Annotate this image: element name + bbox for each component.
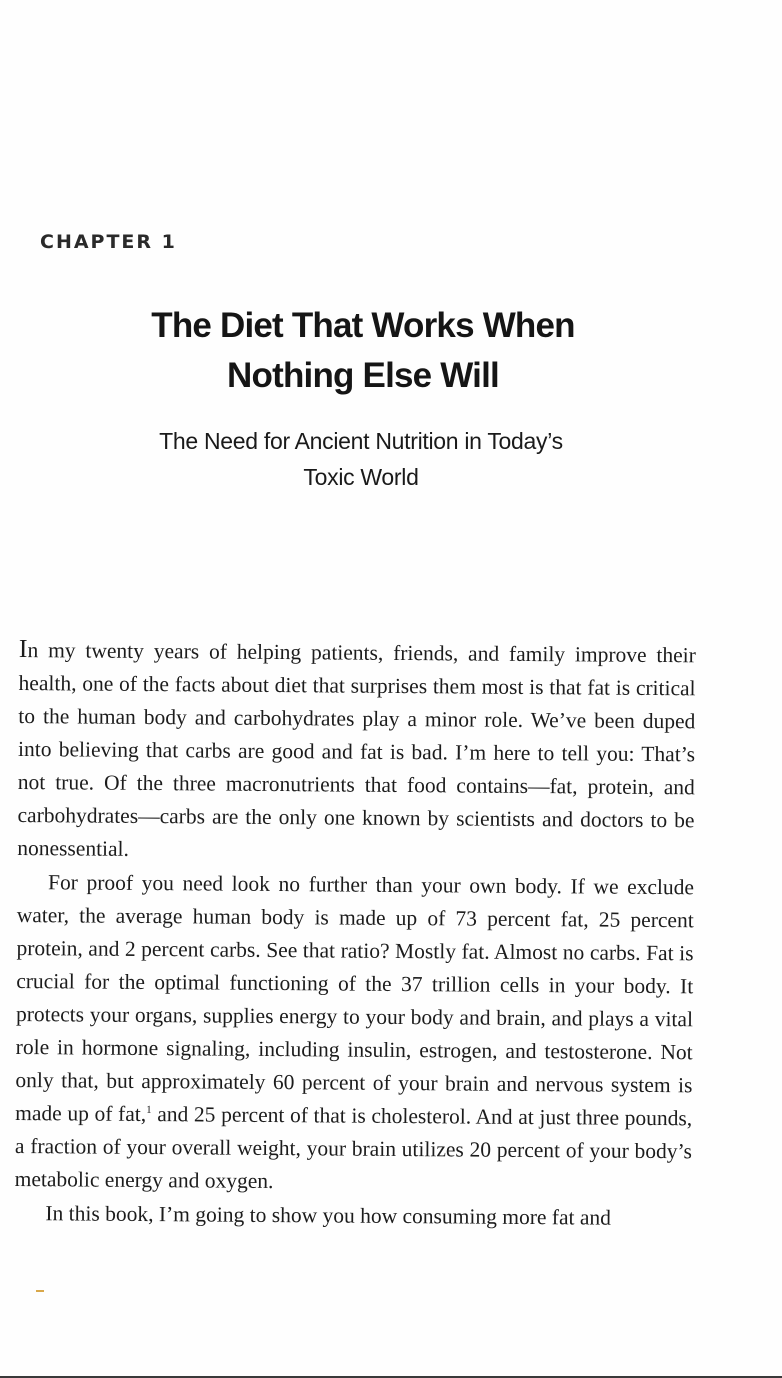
chapter-subtitle: [0, 423, 722, 495]
paragraph-1: [17, 632, 696, 870]
paragraph-2: [15, 866, 695, 1201]
drop-cap: I: [18, 633, 28, 664]
chapter-title-line-2: Nothing Else Will: [227, 356, 499, 395]
chapter-subtitle-line-2: Toxic World: [303, 464, 419, 490]
paragraph-1-text: n my twenty years of helping patients, friends, and family improve their health, one of the facts about diet that surprises them most is that fat is critical to the human body and carbohydrates play a minor role. We’ve been duped into believing that carbs are good and fat is bad. I’m here to tell you: That’s not true. Of the three macronutrients that food contains—fat, protein, and carbohydrates—carbs are the only one known by scientists and doctors to be nonessential.: [17, 638, 696, 861]
chapter-title-line-1: The Diet That Works When: [151, 306, 575, 345]
paragraph-3: In this book, I’m going to show you how consuming more fat and: [45, 1201, 612, 1230]
paragraph-2-text-a: For proof you need look no further than your own body. If we exclude water, the average human body is made up of 73 percent fat, 25 percent protein, and 2 percent carbs. See that ratio? Mostly fat. Almost no carbs. Fat is crucial for the optimal functioning of the 37 trillion cells in your body. It protects your organs, supplies energy to your body and brain, and plays a vital role in hormone signaling, including insulin, estrogen, and testosterone. Not only that, but approximately 60 percent of your brain and nervous system is made up of fat,: [15, 870, 695, 1127]
body-text: [14, 632, 696, 1235]
chapter-label: CHAPTER 1: [40, 231, 177, 253]
page-speck: [36, 1290, 44, 1292]
chapter-subtitle-line-1: The Need for Ancient Nutrition in Today’s: [159, 428, 563, 454]
chapter-title: [0, 301, 726, 401]
footnote-marker[interactable]: 1: [146, 1104, 152, 1117]
paragraph-2-text-b: and 25 percent of that is cholesterol. And at just three pounds, a fraction of your overall weight, your brain utilizes 20 percent of your body’s metabolic energy and oxygen.: [14, 1102, 693, 1194]
